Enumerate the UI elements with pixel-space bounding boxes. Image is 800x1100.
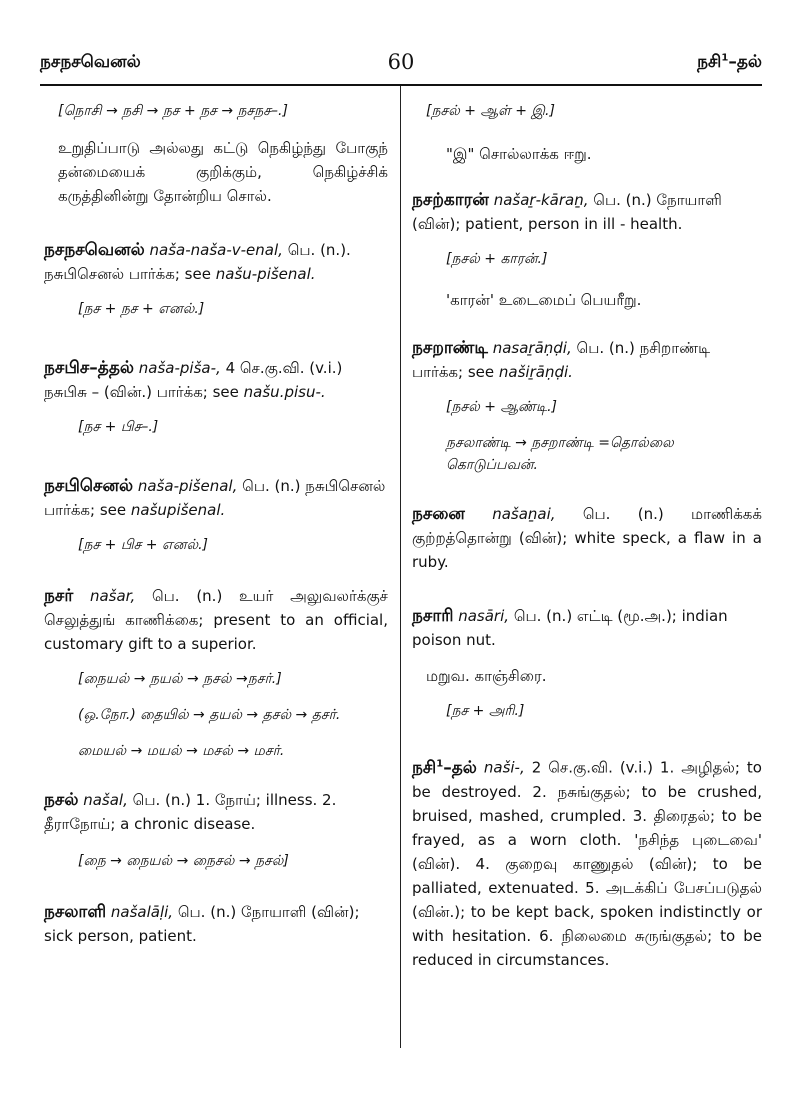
entry-nasapisenal bbox=[44, 474, 388, 556]
transliteration: naši-, bbox=[483, 758, 525, 777]
headword: நசறாண்டி bbox=[412, 338, 488, 358]
definition: பெ. (n.) நசிறாண்டி பார்க்க; see bbox=[412, 339, 711, 381]
definition: பெ. (n.) மாணிக்கக் குற்றத்தொன்று (வின்); white speck, a flaw in a ruby. bbox=[412, 505, 762, 571]
right-column bbox=[412, 98, 762, 972]
headword: நசனை bbox=[412, 504, 465, 524]
synonym: மறுவ. காஞ்சிரை. bbox=[426, 667, 547, 685]
transliteration: našar, bbox=[89, 587, 136, 605]
entry-note: "இ" சொல்லாக்க ஈறு. bbox=[446, 145, 592, 163]
transliteration: našalāḷi, bbox=[110, 903, 174, 921]
entry-nasar bbox=[44, 584, 388, 762]
cross-reference: našupišenal. bbox=[130, 501, 226, 519]
definition: 4 செ.கு.வி. (v.i.) நசுபிசு – (வின்.) பார்க்க; see bbox=[44, 359, 343, 401]
transliteration: nasāri, bbox=[458, 607, 510, 625]
etymology: [நச + பிச + எனல்.] bbox=[78, 537, 209, 553]
definition: பெ. (n.) 1. நோய்; illness. 2. தீராநோய்; a chronic disease. bbox=[44, 791, 337, 833]
left-column bbox=[44, 98, 388, 948]
etymology: [நை → நையல் → நைசல் → நசல்] bbox=[78, 853, 289, 869]
etymology-comparison: மையல் → மயல் → மசல் → மசர். bbox=[78, 743, 285, 759]
transliteration: naša-naša-v-enal, bbox=[149, 241, 283, 259]
definition: பெ. (n.) நோயாளி (வின்); patient, person in ill - health. bbox=[412, 191, 722, 233]
headword: நசர் bbox=[44, 586, 74, 606]
transliteration: našaṉai, bbox=[492, 505, 556, 523]
transliteration: naša-piša-, bbox=[138, 359, 221, 377]
cross-reference: našiṟāṇḍi. bbox=[498, 363, 573, 381]
entry-nasari bbox=[412, 604, 762, 722]
etymology: [நச + அரி.] bbox=[446, 703, 525, 719]
headword: நசபிச–த்தல் bbox=[44, 358, 134, 378]
headword: நசி$^1$–தல் bbox=[412, 757, 477, 778]
entry-nasi-thal bbox=[412, 752, 762, 972]
definition: 2 செ.கு.வி. (v.i.) 1. அழிதல்; to be destroyed. 2. நசுங்குதல்; to be crushed, bruised, mashed, crumpled. 3. திரைதல்; to be frayed, as a worn cloth. 'நசிந்த புடைவை' (வின்). 4. குறைவு காணுதல் (வின்); to be palliated, extenuated. 5. அடக்கிப் பேசப்படுதல் (வின்.); to be kept back, spoken indistinctly or with hesitation. 6. நிலைமை சுருங்குதல்; to be reduced in circumstances. bbox=[412, 758, 762, 969]
entry-note: 'காரன்' உடைமைப் பெயரீறு. bbox=[446, 291, 642, 309]
headword: நசலாளி bbox=[44, 902, 107, 922]
entry-nasapisa-thal bbox=[44, 356, 388, 438]
transliteration: našaṟ-kāraṉ, bbox=[493, 191, 589, 209]
headword: நசல் bbox=[44, 790, 79, 810]
etymology: [நொசி → நசி → நச + நச → நசநச–.] bbox=[58, 103, 288, 119]
definition: பெ. (n.) எட்டி (மூ.அ.); indian poison nut. bbox=[412, 607, 728, 649]
definition: பெ. (n.). நசுபிசெனல் பார்க்க; see bbox=[44, 241, 351, 283]
entry-nasanai bbox=[412, 502, 762, 574]
headword: நசற்காரன் bbox=[412, 190, 489, 210]
cross-reference: našu-pišenal. bbox=[215, 265, 316, 283]
etymology: [நசல் + காரன்.] bbox=[446, 251, 548, 267]
headword: நசநசவெனல் bbox=[44, 240, 145, 260]
header-rule bbox=[40, 84, 762, 86]
header-guide-word-left: நசநசவெனல் bbox=[40, 52, 141, 72]
entry-nasalali bbox=[44, 900, 388, 948]
entry-nasarkaran bbox=[412, 188, 762, 312]
entry-nasal bbox=[44, 788, 388, 872]
definition: பெ. (n.) நோயாளி (வின்); sick person, patient. bbox=[44, 903, 360, 945]
etymology: [நசல் + ஆள் + இ.] bbox=[426, 103, 555, 119]
etymology: [நச + பிச–.] bbox=[78, 419, 159, 435]
etymology: [நச + நச + எனல்.] bbox=[78, 301, 205, 317]
headword: நசாரி bbox=[412, 606, 454, 626]
transliteration: naša-pišenal, bbox=[137, 477, 238, 495]
etymology-comparison: (ஒ.நோ.) தையில் → தயல் → தசல் → தசர். bbox=[78, 707, 341, 723]
definition: பெ. (n.) உயர் அலுவலர்க்குச் செலுத்துங் காணிக்கை; present to an official, customary gift to a superior. bbox=[44, 587, 388, 653]
entry-note: உறுதிப்பாடு அல்லது கட்டு நெகிழ்ந்து போகுந் தன்மையைக் குறிக்கும், நெகிழ்ச்சிக் கருத்தினின்று தோன்றிய சொல். bbox=[58, 139, 388, 205]
etymology: [நையல் → நயல் → நசல் →நசர்.] bbox=[78, 671, 282, 687]
transliteration: nasaṟāṇḍi, bbox=[492, 339, 572, 357]
etymology-note: நசலாண்டி → நசறாண்டி =தொல்லை கொடுப்பவன். bbox=[446, 435, 674, 473]
page-number: 60 bbox=[387, 50, 415, 74]
transliteration: našal, bbox=[83, 791, 128, 809]
headword: நசபிசெனல் bbox=[44, 476, 134, 496]
entry-nasarandi bbox=[412, 336, 762, 476]
entry-nasanasavenal bbox=[44, 238, 388, 320]
etymology: [நசல் + ஆண்டி.] bbox=[446, 399, 558, 415]
column-divider bbox=[400, 86, 401, 1048]
page-header bbox=[40, 46, 762, 80]
definition: பெ. (n.) நசுபிசெனல் பார்க்க; see bbox=[44, 477, 386, 519]
header-guide-word-right: நசி$^1$–தல் bbox=[697, 52, 762, 72]
cross-reference: našu.pisu-. bbox=[243, 383, 326, 401]
